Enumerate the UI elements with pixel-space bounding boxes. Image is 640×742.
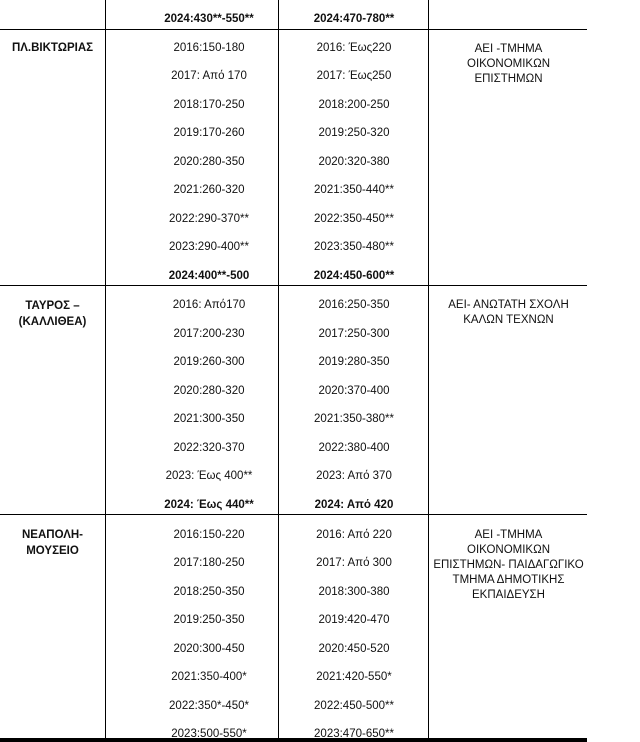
area-line: (ΚΑΛΛΙΘΕΑ) (18, 316, 87, 328)
score-cell: 2021:350-440** (314, 184, 394, 196)
score-cell: 2020:370-400 (318, 385, 390, 397)
score-cell: 2022:290-370** (169, 213, 249, 225)
score-cell: 2023: Έως 400** (165, 470, 253, 482)
university-line: ΚΑΛΩΝ ΤΕΧΝΩΝ (463, 314, 554, 326)
score-cell: 2018:170-250 (173, 99, 245, 111)
university-department (430, 528, 587, 603)
university-line: ΕΚΠΑΙΔΕΥΣΗ (472, 589, 545, 601)
area-line: ΤΑΥΡΟΣ – (25, 300, 80, 312)
score-cell: 2023:500-550* (171, 728, 247, 740)
score-cell: 2021:260-320 (173, 184, 245, 196)
score-cell: 2023: Από 370 (316, 470, 392, 482)
university-department (430, 42, 587, 87)
score-cell: 2017:250-300 (318, 328, 390, 340)
score-cell: 2022:350-450** (314, 213, 394, 225)
university-line: ΤΜΗΜΑ ΔΗΜΟΤΙΚΗΣ (452, 574, 565, 586)
row-divider (0, 29, 587, 30)
row-divider (0, 514, 587, 515)
score-cell: 2022:320-370 (173, 442, 245, 454)
score-cell: 2021:350-400* (171, 671, 247, 683)
score-cell: 2017: Από 170 (171, 70, 247, 82)
area-name (0, 40, 105, 56)
score-cell: 2024:430**-550** (164, 13, 254, 25)
area-line: ΜΟΥΣΕΙΟ (26, 545, 79, 557)
score-cell: 2018:200-250 (318, 99, 390, 111)
area-line: ΠΛ.ΒΙΚΤΩΡΙΑΣ (11, 42, 94, 54)
score-cell: 2019:250-320 (318, 127, 390, 139)
score-cell: 2020:450-520 (318, 643, 390, 655)
score-cell: 2017: Από 300 (316, 557, 392, 569)
university-department (430, 298, 587, 328)
score-cell: 2016: Από 220 (316, 529, 392, 541)
score-cell: 2023:470-650** (314, 728, 394, 740)
score-cell: 2019:250-350 (173, 614, 245, 626)
university-line: ΕΠΙΣΤΗΜΩΝ (474, 73, 543, 85)
score-cell: 2017:200-230 (173, 328, 245, 340)
university-line: ΕΠΙΣΤΗΜΩΝ- ΠΑΙΔΑΓΩΓΙΚΟ (433, 559, 584, 571)
score-cell: 2017: Έως250 (316, 70, 392, 82)
score-cell: 2019:280-350 (318, 356, 390, 368)
score-cell: 2018:300-380 (318, 586, 390, 598)
score-cell: 2024:450-600** (313, 270, 395, 282)
score-cell: 2016: Από170 (172, 299, 246, 311)
score-cell: 2024: Έως 440** (164, 499, 254, 511)
score-cell: 2016:150-220 (173, 529, 245, 541)
score-cell: 2019:170-260 (173, 127, 245, 139)
score-cell: 2024:470-780** (313, 13, 395, 25)
table-border-right-col (428, 0, 429, 742)
score-cell: 2022:380-400 (318, 442, 390, 454)
score-cell: 2019:420-470 (318, 614, 390, 626)
score-cell: 2016:150-180 (173, 42, 245, 54)
table-border-left-col (105, 0, 106, 742)
area-line: ΝΕΑΠΟΛΗ- (21, 529, 84, 541)
table-border-mid-col (278, 0, 279, 742)
university-line: ΑΕΙ -ΤΜΗΜΑ (474, 529, 543, 541)
university-line: ΟΙΚΟΝΟΜΙΚΩΝ (467, 58, 550, 70)
score-cell: 2020:280-320 (173, 385, 245, 397)
score-cell: 2021:420-550* (316, 671, 392, 683)
score-cell: 2017:180-250 (173, 557, 245, 569)
university-line: ΟΙΚΟΝΟΜΙΚΩΝ (467, 544, 550, 556)
university-line: ΑΕΙ- ΑΝΩΤΑΤΗ ΣΧΟΛΗ (448, 299, 569, 311)
score-cell: 2021:300-350 (173, 413, 245, 425)
score-cell: 2024:400**-500 (168, 270, 250, 282)
area-name (0, 527, 105, 559)
score-cell: 2016:250-350 (318, 299, 390, 311)
score-cell: 2019:260-300 (173, 356, 245, 368)
score-cell: 2023:290-400** (169, 241, 249, 253)
score-cell: 2020:300-450 (173, 643, 245, 655)
university-line: ΑΕΙ -ΤΜΗΜΑ (474, 43, 543, 55)
score-cell: 2022:350*-450* (169, 700, 249, 712)
score-cell: 2020:280-350 (173, 156, 245, 168)
score-cell: 2018:250-350 (173, 586, 245, 598)
row-divider (0, 285, 587, 286)
score-cell: 2023:350-480** (314, 241, 394, 253)
score-cell: 2016: Έως220 (316, 42, 392, 54)
score-cell: 2020:320-380 (318, 156, 390, 168)
area-name (0, 298, 105, 330)
score-cell: 2024: Από 420 (314, 499, 394, 511)
score-cell: 2022:450-500** (314, 700, 394, 712)
score-cell: 2021:350-380** (314, 413, 394, 425)
